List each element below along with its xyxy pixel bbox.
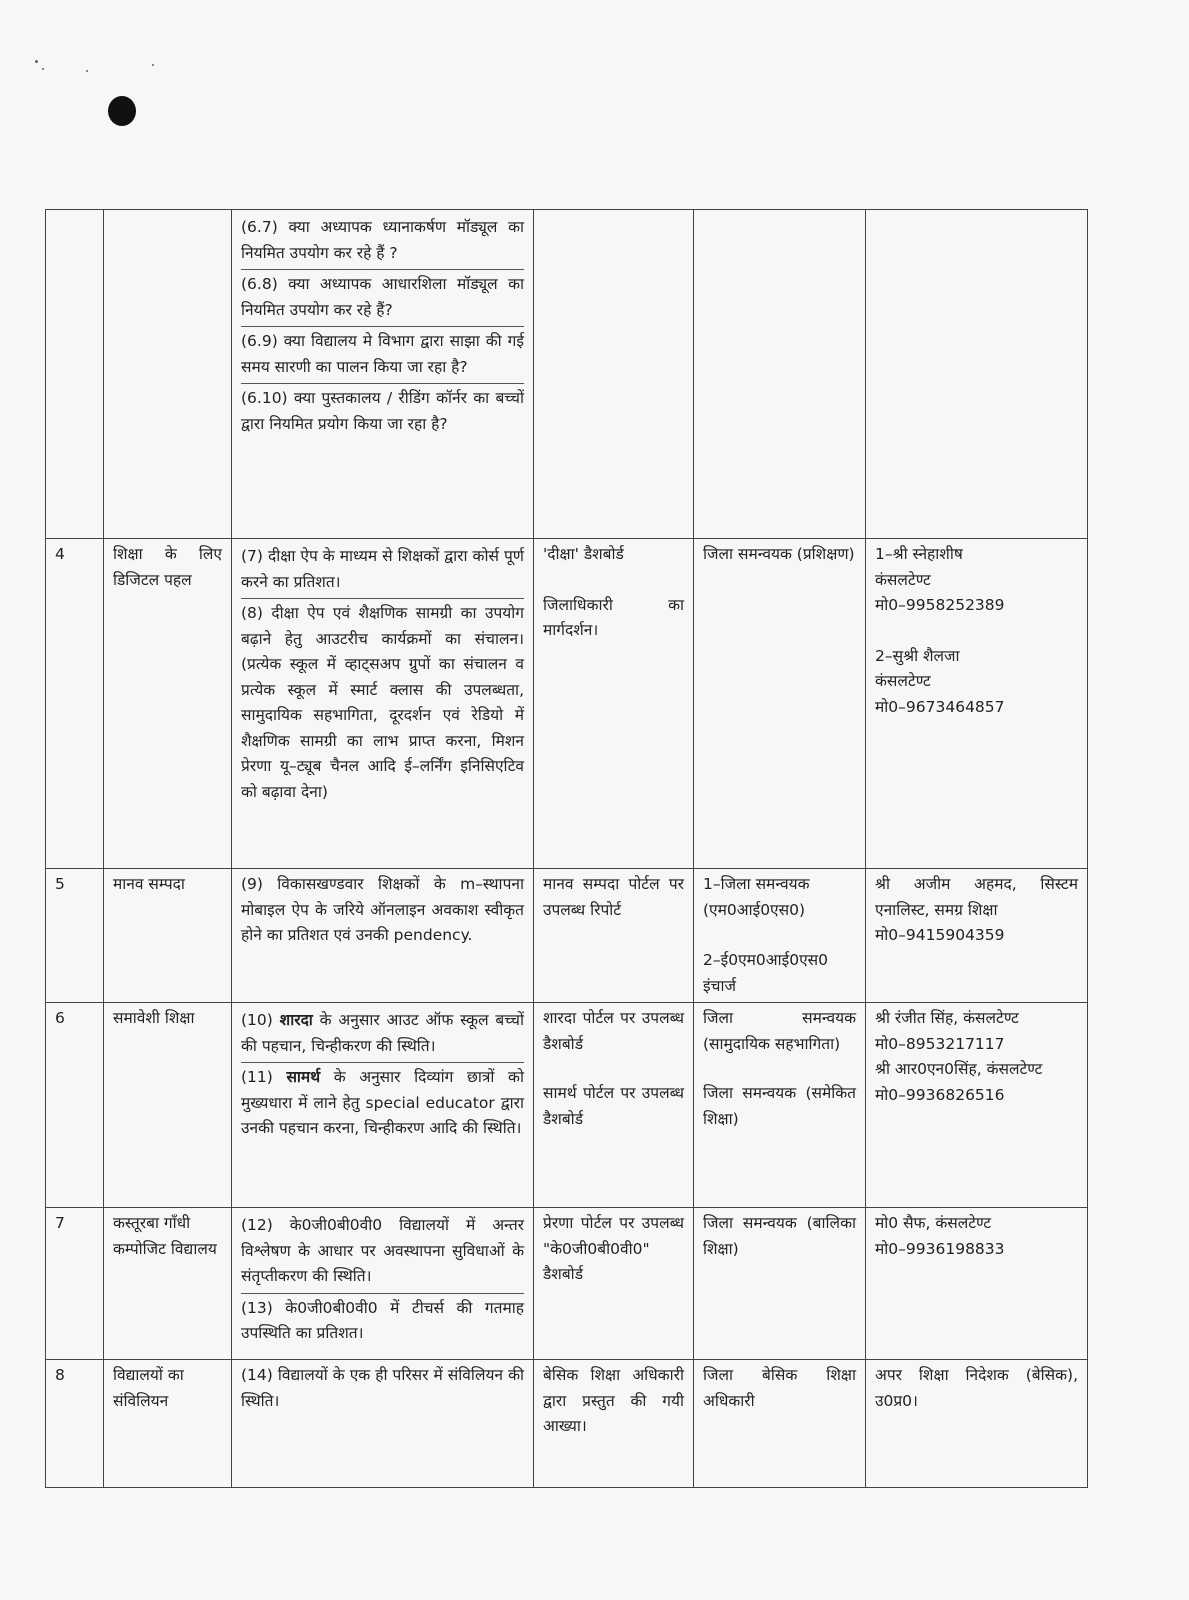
source-cell: मानव सम्पदा पोर्टल पर उपलब्ध रिपोर्ट: [534, 869, 694, 1003]
contact-name: श्री आर0एन0सिंह, कंसलटेण्ट: [875, 1060, 1043, 1078]
contact-mobile: मो0–8953217117: [875, 1034, 1005, 1053]
responsible-cell: जिला समन्वयक (प्रशिक्षण): [694, 539, 866, 869]
source-text: जिलाधिकारी का मार्गदर्शन।: [543, 595, 684, 639]
question-6-8: (6.8) क्या अध्यापक आधारशिला मॉड्यूल का नियमित उपयोग कर रहे हैं?: [241, 270, 524, 327]
contact-mobile: मो0–9958252389: [875, 596, 1005, 614]
responsible-cell: [694, 1003, 866, 1208]
source-cell: [534, 539, 694, 869]
contact-name: 1–श्री स्नेहाशीष: [875, 545, 963, 563]
sn-cell: 4: [46, 539, 104, 869]
responsible-cell: जिला बेसिक शिक्षा अधिकारी: [694, 1360, 866, 1488]
question-cell: [232, 1003, 534, 1208]
source-cell: [534, 1003, 694, 1208]
question-cell: (14) विद्यालयों के एक ही परिसर में संविलियन की स्थिति।: [232, 1360, 534, 1488]
source-text: सामर्थ पोर्टल पर उपलब्ध डैशबोर्ड: [543, 1084, 684, 1128]
table-row: [46, 539, 1088, 869]
contact-mobile: मो0–9673464857: [875, 697, 1005, 716]
contact-mobile: मो0–9936826516: [875, 1085, 1005, 1104]
contact-cell: [866, 539, 1088, 869]
contact-mobile: मो0–9415904359: [875, 926, 1005, 944]
table-row: [46, 869, 1088, 1003]
table-row: [46, 1208, 1088, 1360]
contact-cell: [866, 1208, 1088, 1360]
source-cell: [534, 210, 694, 539]
table-row: [46, 1003, 1088, 1208]
topic-cell: कस्तूरबा गाँधी कम्पोजिट विद्यालय: [104, 1208, 232, 1360]
responsible-cell: [694, 869, 866, 1003]
scan-speck: [42, 68, 44, 70]
contact-cell: अपर शिक्षा निदेशक (बेसिक), उ0प्र0।: [866, 1360, 1088, 1488]
responsible-text: जिला समन्वयक (समेकित शिक्षा): [703, 1084, 856, 1128]
contact-name: मो0 सैफ, कंसलटेण्ट: [875, 1214, 992, 1232]
question-7: (7) दीक्षा ऐप के माध्यम से शिक्षकों द्वारा कोर्स पूर्ण करने का प्रतिशत।: [241, 542, 524, 599]
contact-role: कंसलटेण्ट: [875, 672, 931, 690]
question-8: (8) दीक्षा ऐप एवं शैक्षणिक सामग्री का उपयोग बढ़ाने हेतु आउटरीच कार्यक्रमों का संचालन। (प्रत्येक स्कूल में व्हाट्सअप ग्रुपों का संचालन व प्रत्येक स्कूल में स्मार्ट क्लास की उपलब्धता, सामुदायिक सहभागिता, दूरदर्शन एवं रेडियो में शैक्षणिक सामग्री का लाभ प्राप्त करना, मिशन प्रेरणा यू–ट्यूब चैनल आदि ई–लर्निंग इनिसिएटिव को बढ़ावा देना): [241, 604, 524, 801]
contact-name: श्री अजीम अहमद, सिस्टम एनालिस्ट, समग्र शिक्षा: [875, 875, 1078, 919]
question-cell: [232, 210, 534, 539]
question-6-10: (6.10) क्या पुस्तकालय / रीडिंग कॉर्नर का बच्चों द्वारा नियमित प्रयोग किया जा रहा है?: [241, 389, 524, 433]
table-row: [46, 210, 1088, 539]
topic-cell: [104, 210, 232, 539]
contact-cell: [866, 210, 1088, 539]
contact-cell: [866, 869, 1088, 1003]
contact-name: 2–सुश्री शैलजा: [875, 646, 960, 665]
question-cell: (9) विकासखण्डवार शिक्षकों के m–स्थापना मोबाइल ऐप के जरिये ऑनलाइन अवकाश स्वीकृत होने का प्रतिशत एवं उनकी pendency.: [232, 869, 534, 1003]
scan-speck: [152, 64, 154, 66]
responsible-cell: जिला समन्वयक (बालिका शिक्षा): [694, 1208, 866, 1360]
monitoring-table: [45, 209, 1088, 1488]
scan-speck: [35, 60, 38, 63]
question-cell: [232, 539, 534, 869]
question-11: (11) सामर्थ के अनुसार दिव्यांग छात्रों को मुख्यधारा में लाने हेतु special educator द्वारा उनकी पहचान करना, चिन्हीकरण आदि की स्थिति।: [241, 1068, 524, 1137]
sn-cell: 5: [46, 869, 104, 1003]
question-6-7: (6.7) क्या अध्यापक ध्यानाकर्षण मॉड्यूल का नियमित उपयोग कर रहे हैं ?: [241, 213, 524, 270]
responsible-text: 1–जिला समन्वयक (एम0आई0एस0): [703, 875, 810, 919]
topic-cell: शिक्षा के लिए डिजिटल पहल: [104, 539, 232, 869]
contact-name: श्री रंजीत सिंह, कंसलटेण्ट: [875, 1009, 1019, 1027]
source-cell: बेसिक शिक्षा अधिकारी द्वारा प्रस्तुत की गयी आख्या।: [534, 1360, 694, 1488]
topic-cell: समावेशी शिक्षा: [104, 1003, 232, 1208]
scan-ink-spot: [108, 96, 136, 126]
sn-cell: 8: [46, 1360, 104, 1488]
question-12: (12) के0जी0बी0वी0 विद्यालयों में अन्तर विश्लेषण के आधार पर अवस्थापना सुविधाओं के संतृप्तीकरण की स्थिति।: [241, 1211, 524, 1294]
sn-cell: 7: [46, 1208, 104, 1360]
topic-cell: विद्यालयों का संविलियन: [104, 1360, 232, 1488]
question-cell: [232, 1208, 534, 1360]
contact-role: कंसलटेण्ट: [875, 570, 931, 589]
sn-cell: 6: [46, 1003, 104, 1208]
source-text: शारदा पोर्टल पर उपलब्ध डैशबोर्ड: [543, 1009, 684, 1053]
source-cell: प्रेरणा पोर्टल पर उपलब्ध "के0जी0बी0वी0" डैशबोर्ड: [534, 1208, 694, 1360]
responsible-cell: [694, 210, 866, 539]
question-10: (10) शारदा के अनुसार आउट ऑफ स्कूल बच्चों की पहचान, चिन्हीकरण की स्थिति।: [241, 1006, 524, 1063]
responsible-text: 2–ई0एम0आई0एस0 इंचार्ज: [703, 951, 829, 995]
scan-speck: [86, 70, 88, 72]
contact-cell: [866, 1003, 1088, 1208]
contact-mobile: मो0–9936198833: [875, 1239, 1005, 1258]
question-13: (13) के0जी0बी0वी0 में टीचर्स की गतमाह उपस्थिति का प्रतिशत।: [241, 1298, 524, 1342]
responsible-text: जिला समन्वयक (सामुदायिक सहभागिता): [703, 1009, 856, 1053]
table-row: [46, 1360, 1088, 1488]
topic-cell: मानव सम्पदा: [104, 869, 232, 1003]
question-6-9: (6.9) क्या विद्यालय मे विभाग द्वारा साझा की गई समय सारणी का पालन किया जा रहा है?: [241, 327, 524, 384]
source-text: 'दीक्षा' डैशबोर्ड: [543, 545, 624, 563]
sn-cell: [46, 210, 104, 539]
